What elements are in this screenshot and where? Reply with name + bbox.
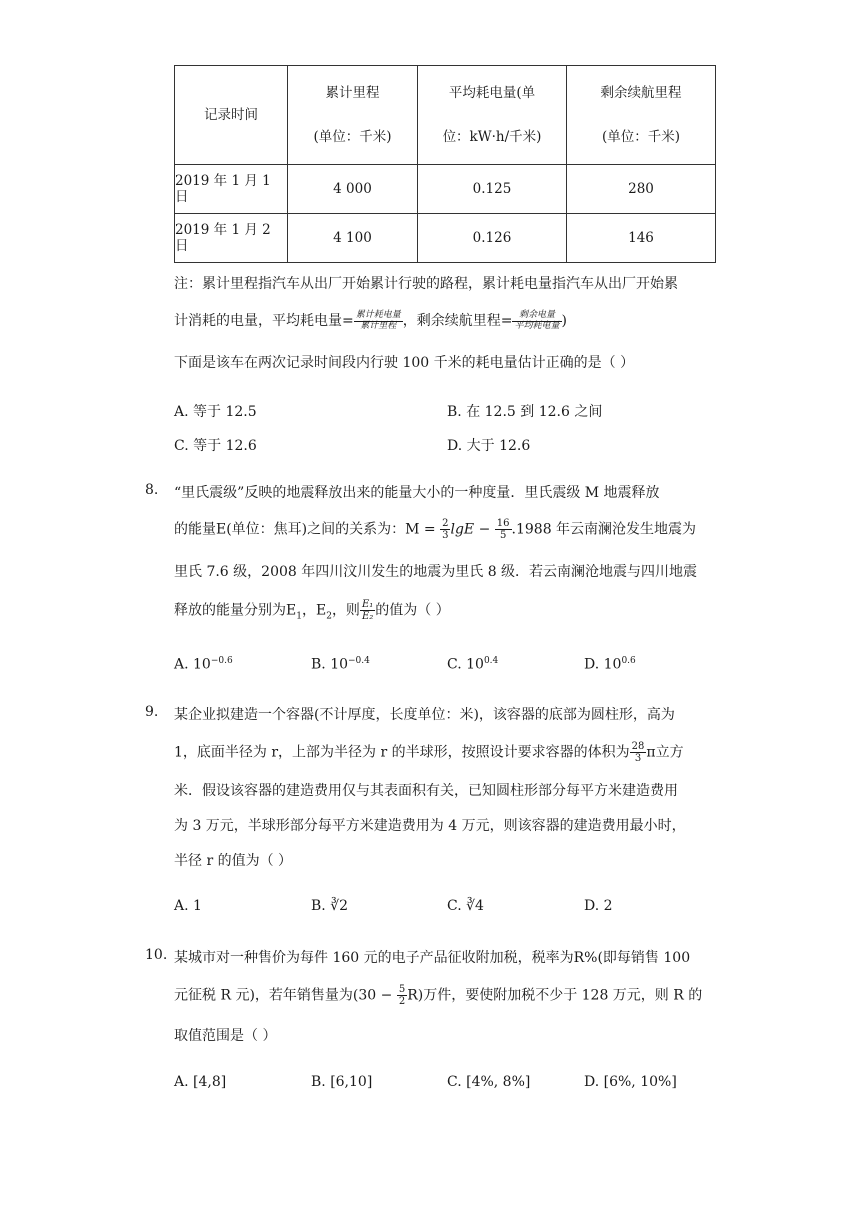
q8-line2	[174, 518, 696, 541]
table-row	[175, 214, 716, 263]
q7-question: 下面是该车在两次记录时间段内行驶 100 千米的耗电量估计正确的是（ ）	[174, 355, 635, 371]
q8-option-d-label: D. 10	[584, 656, 622, 673]
q10-number: 10.	[145, 947, 168, 963]
q8-option-d[interactable]	[584, 656, 636, 673]
q8-line4: 释放的能量分别为$E_1$，$E_2$，则 $\frac{\text{E₁}}{\text{E₂}}$ 的值为（ ）	[174, 599, 450, 622]
header-mileage-line1: 累计里程	[325, 84, 380, 101]
frac-denominator: 3	[634, 753, 642, 764]
cell-date: 2019 年 1 月 1 日	[175, 165, 288, 214]
q10-option-d[interactable]: D. [6%, 10%]	[584, 1074, 677, 1090]
q10-line2	[174, 984, 702, 1007]
header-avg-line2: 位：kW·h/千米)	[442, 129, 542, 145]
cell-remain: 146	[567, 214, 716, 263]
q8-option-d-exp: 0.6	[621, 656, 636, 666]
frac-numerator: E₁	[361, 599, 374, 610]
cell-date: 2019 年 1 月 2 日	[175, 214, 288, 263]
q8-frac-two-thirds	[440, 518, 450, 541]
q10-option-c[interactable]: C. [4%, 8%]	[447, 1074, 531, 1090]
q8-frac-e1-e2	[360, 599, 375, 622]
frac-numerator: 28	[631, 741, 645, 752]
q8-option-a[interactable]	[174, 656, 233, 673]
q10-line3: 取值范围是（ ）	[174, 1028, 277, 1044]
cell-mileage: 4 100	[288, 214, 418, 263]
q8-line2-mid: lgE −	[450, 521, 495, 538]
q8-line2-pre: 的能量E(单位：焦耳)之间的关系为：M =	[174, 521, 441, 538]
frac-denominator: 5	[499, 530, 507, 541]
q8-line2-end: .1988 年云南澜沧发生地震为	[511, 521, 697, 538]
frac-numerator: 累计耗电量	[355, 309, 401, 320]
frac-denominator: E₂	[361, 611, 374, 622]
q8-option-a-exp: −0.6	[210, 656, 233, 666]
cell-mileage: 4 000	[288, 165, 418, 214]
header-avg-line1: 平均耗电量(单	[448, 84, 536, 101]
q9-line2-pre: 1，底面半径为 r，上部为半径为 r 的半球形，按照设计要求容器的体积为	[174, 744, 630, 761]
frac-numerator: 16	[496, 518, 510, 529]
data-table	[174, 65, 716, 263]
q9-option-c[interactable]: C. ∛4	[447, 898, 484, 914]
q8-line4-pre: 释放的能量分别为E	[174, 602, 297, 619]
q10-option-b[interactable]: B. [6,10]	[311, 1074, 373, 1090]
header-avg-consumption	[418, 66, 567, 165]
q10-line2-end: R)万件，要使附加税不少于 128 万元，则 R 的	[407, 987, 703, 1004]
frac-numerator: 剩余电量	[512, 311, 561, 322]
q9-option-b[interactable]: B. ∛2	[311, 898, 349, 914]
q7-note-line2	[174, 310, 567, 331]
table-row	[175, 165, 716, 214]
frac-numerator: 2	[442, 518, 449, 529]
q9-option-d[interactable]: D. 2	[584, 898, 613, 914]
q8-option-b-exp: −0.4	[348, 656, 370, 666]
table-header-row	[175, 66, 716, 165]
q9-frac-volume	[630, 741, 647, 764]
cell-avg: 0.126	[418, 214, 567, 263]
q7-option-a[interactable]: A. 等于 12.5	[174, 404, 257, 420]
q9-line1: 某企业拟建造一个容器(不计厚度，长度单位：米)，该容器的底部为圆柱形，高为	[174, 707, 675, 723]
q8-line4-mid: ，E	[301, 602, 327, 619]
frac-denominator: 平均耗电量	[514, 320, 560, 331]
q8-option-a-label: A. 10	[174, 656, 211, 673]
q10-option-a[interactable]: A. [4,8]	[174, 1074, 227, 1090]
header-mileage-line2: (单位：千米)	[313, 129, 392, 145]
q8-line4-b: ，则	[331, 602, 360, 619]
header-remain-line2: (单位：千米)	[601, 129, 681, 145]
q8-frac-sixteen-fifths	[495, 518, 512, 541]
header-record-time	[175, 66, 288, 165]
q8-option-b-label: B. 10	[311, 656, 349, 673]
frac-denominator: 2	[398, 996, 406, 1007]
frac-denominator: 累计里程	[360, 320, 397, 331]
q10-frac-five-halves	[397, 984, 407, 1007]
q8-line4-end: 的值为（ ）	[375, 602, 450, 619]
header-remain-line1: 剩余续航里程	[600, 84, 682, 101]
q9-option-a[interactable]: A. 1	[174, 898, 202, 914]
q8-option-b[interactable]	[311, 656, 370, 673]
q9-line2	[174, 741, 684, 764]
q7-frac-avg	[354, 311, 403, 332]
q7-option-b[interactable]: B. 在 12.5 到 12.6 之间	[447, 404, 603, 420]
q7-note2-pre: 计消耗的电量，平均耗电量=	[174, 313, 354, 329]
frac-numerator: 5	[398, 984, 406, 995]
q8-line3: 里氏 7.6 级，2008 年四川汶川发生的地震为里氏 8 级．若云南澜沧地震与四川地震	[174, 564, 698, 580]
header-remaining-range	[567, 66, 716, 165]
q8-option-c-label: C. 10	[447, 656, 484, 673]
q8-line1: “里氏震级”反映的地震释放出来的能量大小的一种度量．里氏震级 M 地震释放	[174, 485, 660, 501]
header-mileage	[288, 66, 418, 165]
q9-line2-end: π立方	[646, 744, 684, 761]
q7-note-line1: 注：累计里程指汽车从出厂开始累计行驶的路程，累计耗电量指汽车从出厂开始累	[174, 276, 678, 292]
q9-line3: 米．假设该容器的建造费用仅与其表面积有关，已知圆柱形部分每平方米建造费用	[174, 783, 678, 799]
q7-frac-remain	[512, 311, 561, 332]
q9-number: 9.	[145, 704, 159, 720]
cell-remain: 280	[567, 165, 716, 214]
frac-denominator: 3	[442, 530, 449, 541]
q10-line1: 某城市对一种售价为每件 160 元的电子产品征收附加税，税率为R%(即每销售 100	[174, 950, 691, 966]
q7-option-c[interactable]: C. 等于 12.6	[174, 438, 257, 454]
q7-option-d[interactable]: D. 大于 12.6	[447, 438, 531, 454]
q10-line2-pre: 元征税 R 元)，若年销售量为(30 −	[174, 987, 397, 1004]
header-record-time-label: 记录时间	[204, 106, 258, 123]
q8-option-c-exp: 0.4	[483, 656, 499, 666]
q9-line5: 半径 r 的值为（ ）	[174, 853, 293, 869]
q8-number: 8.	[145, 482, 159, 498]
q7-note2-end: )	[561, 313, 567, 329]
cell-avg: 0.125	[418, 165, 567, 214]
q9-line4: 为 3 万元，半球形部分每平方米建造费用为 4 万元，则该容器的建造费用最小时，	[174, 818, 686, 834]
q7-note2-mid: ，剩余续航里程=	[402, 313, 513, 329]
q8-option-c[interactable]	[447, 656, 498, 673]
